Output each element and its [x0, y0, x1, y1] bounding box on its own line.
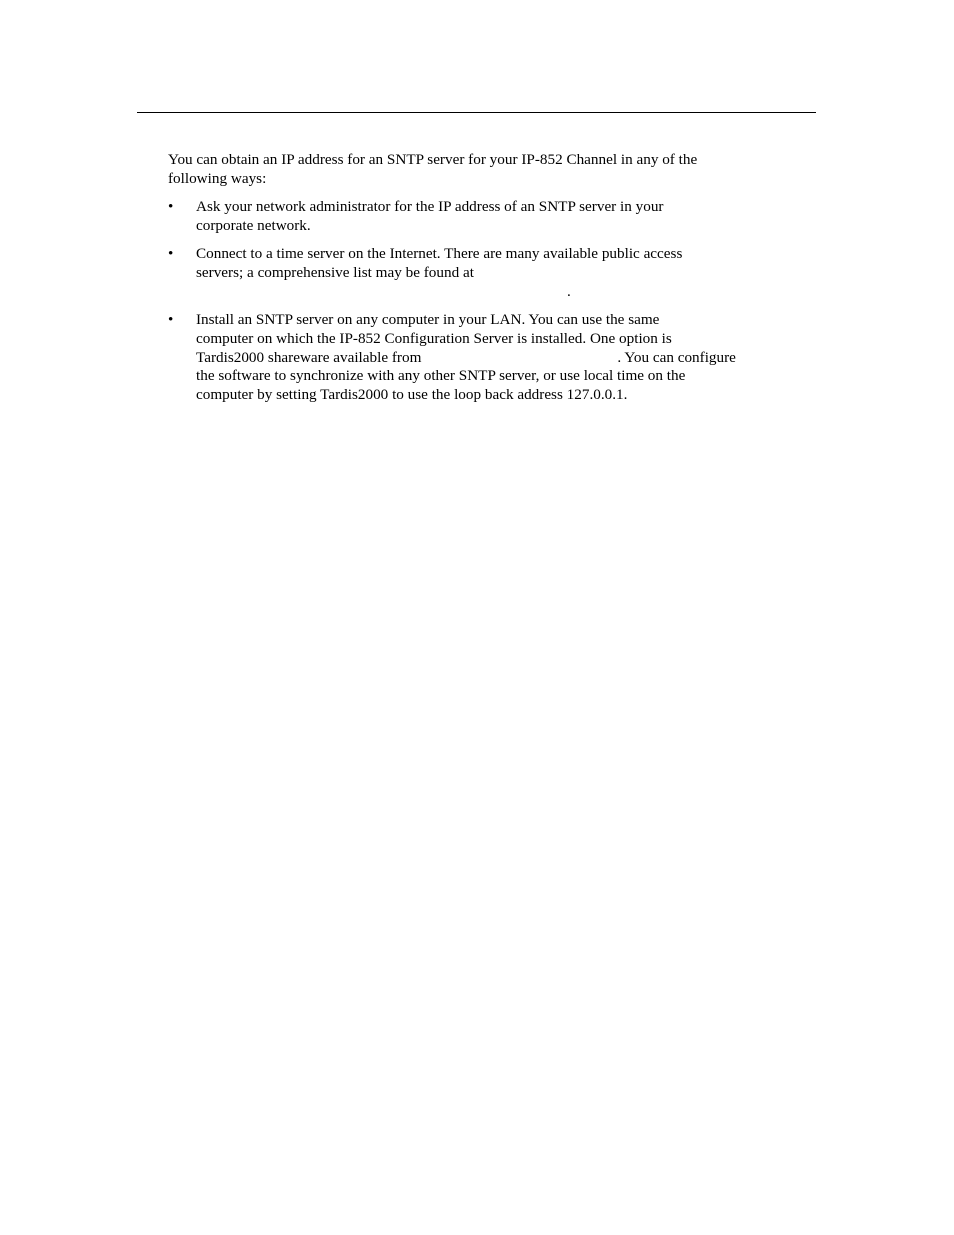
bullet-marker: • [168, 198, 174, 215]
list-item-text: Tardis2000 shareware available from [196, 348, 422, 366]
list-item-line: computer on which the IP-852 Configuration Server is installed. One option is [196, 329, 672, 347]
list-item-text: . You can configure [617, 348, 736, 366]
list-item-line: Install an SNTP server on any computer in your LAN. You can use the same [196, 311, 660, 328]
intro-line: following ways: [168, 169, 267, 187]
list-item-line: Connect to a time server on the Internet. There are many available public access [196, 245, 683, 262]
list-item-line: computer by setting Tardis2000 to use the loop back address 127.0.0.1. [196, 386, 628, 404]
trailing-period: . [567, 282, 571, 300]
list-item-line [196, 349, 736, 368]
list-item [196, 311, 736, 405]
header-rule [137, 112, 816, 113]
bullet-marker: • [168, 311, 174, 328]
list-item-line: Ask your network administrator for the IP address of an SNTP server in your [196, 198, 664, 215]
list-item-line: corporate network. [196, 216, 311, 234]
list-item [196, 245, 682, 301]
intro-paragraph [168, 151, 697, 189]
list-item [196, 198, 663, 236]
list-item-line: the software to synchronize with any other SNTP server, or use local time on the [196, 367, 686, 385]
intro-line: You can obtain an IP address for an SNTP server for your IP-852 Channel in any of the [168, 151, 698, 168]
list-item-line [196, 283, 682, 302]
list-item-line: servers; a comprehensive list may be found at [196, 263, 474, 281]
bullet-marker: • [168, 245, 174, 262]
